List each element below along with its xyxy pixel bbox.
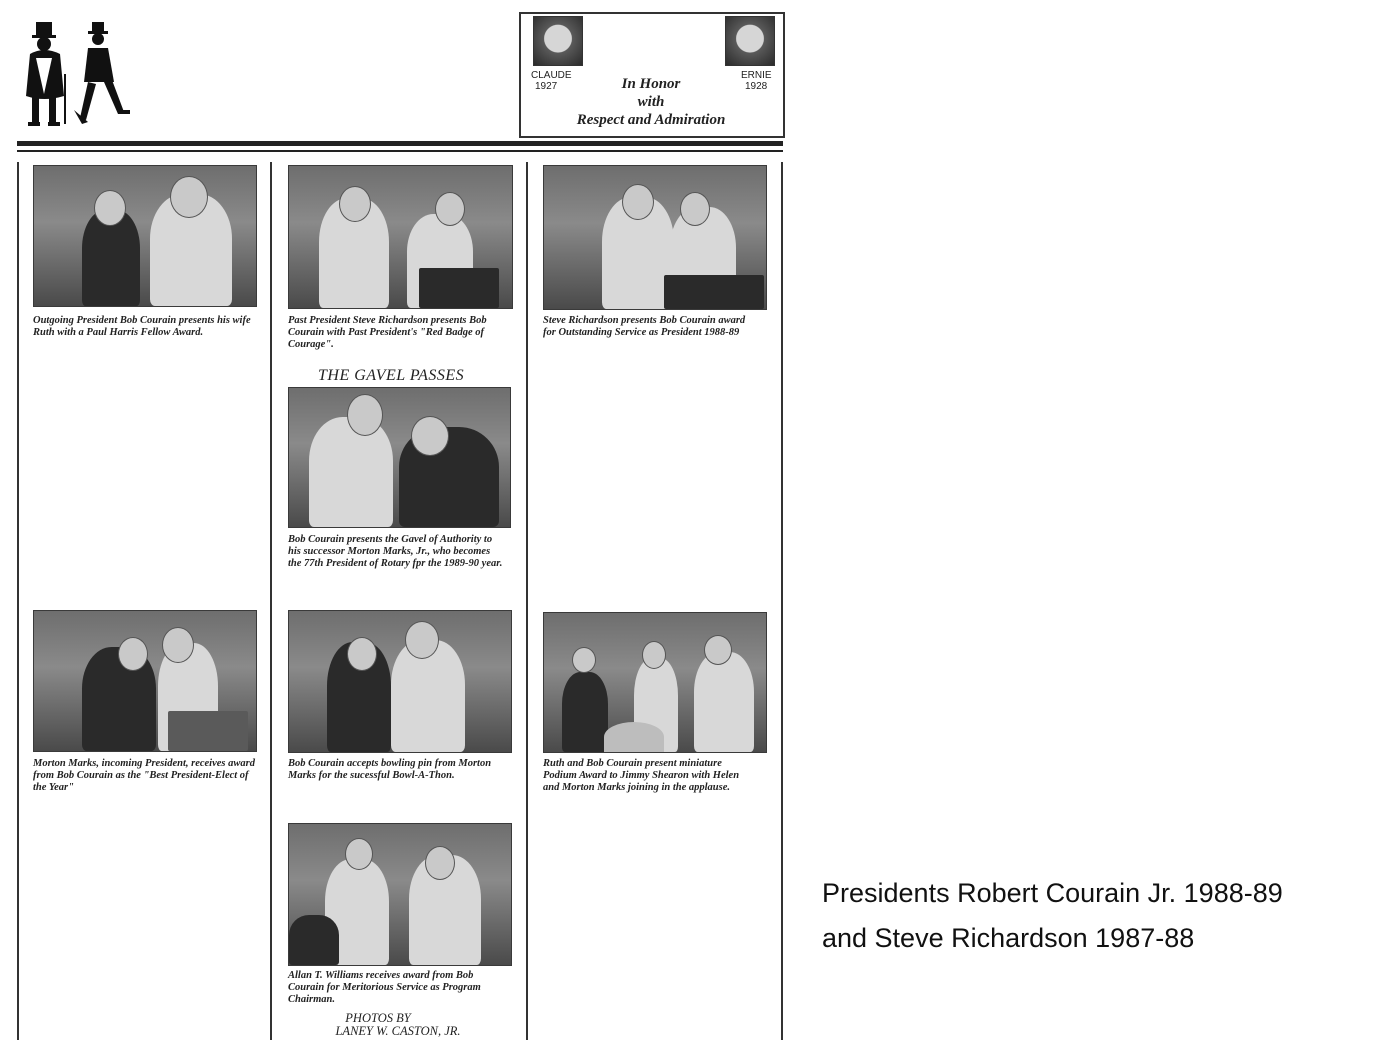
caption-photo-7: Ruth and Bob Courain present miniature Podium Award to Jimmy Shearon with Helen and Morton Marks joining in the applause. (543, 758, 740, 793)
masthead-rule-thick (17, 141, 783, 146)
caption-photo-6: Bob Courain accepts bowling pin from Morton Marks for the sucessful Bowl-A-Thon. (288, 758, 492, 781)
honor-line-3: Respect and Admiration (576, 112, 726, 128)
caption-photo-5: Morton Marks, incoming President, receives award from Bob Courain as the "Best President-Elect of the Year" (33, 758, 255, 793)
masthead-honor-box (519, 12, 785, 138)
column-rule-right (781, 162, 783, 1040)
silhouette-figures-logo (22, 18, 134, 130)
photo-ruth-paul-harris (33, 165, 257, 307)
gavel-passes-heading: THE GAVEL PASSES (318, 367, 465, 384)
photo-gavel-passes (288, 387, 511, 528)
caption-photo-1: Outgoing President Bob Courain presents his wife Ruth with a Paul Harris Fellow Award. (33, 315, 251, 338)
column-rule-left (17, 162, 19, 1040)
photo-best-president-elect (33, 610, 257, 752)
photo-meritorious-service (288, 823, 512, 966)
photo-credit-line-2: LANEY W. CASTON, JR. (335, 1024, 461, 1038)
photo-red-badge (288, 165, 513, 309)
column-rule-2 (526, 162, 528, 1040)
claude-name: CLAUDE (531, 70, 572, 81)
masthead-rule-thin (17, 150, 783, 152)
side-note-line-2: and Steve Richardson 1987-88 (822, 923, 1195, 953)
honor-line-1: In Honor (621, 76, 681, 92)
caption-photo-4: Bob Courain presents the Gavel of Authority to his successor Morton Marks, Jr., who becomes the 77th President of Rotary fpr the 1989-90 year. (288, 534, 503, 569)
photo-podium-award (543, 612, 767, 753)
caption-photo-2: Past President Steve Richardson presents Bob Courain with Past President's "Red Badge of Courage". (288, 315, 487, 350)
photo-bowling-pin (288, 610, 512, 753)
claude-year: 1927 (535, 81, 558, 92)
ernie-name: ERNIE (741, 70, 772, 81)
side-note-line-1: Presidents Robert Courain Jr. 1988-89 (822, 878, 1283, 908)
caption-photo-8: Allan T. Williams receives award from Bob Courain for Meritorious Service as Program Chairman. (288, 970, 481, 1005)
column-rule-1 (270, 162, 272, 1040)
ernie-year: 1928 (745, 81, 768, 92)
caption-photo-3: Steve Richardson presents Bob Courain award for Outstanding Service as President 1988-89 (543, 315, 746, 338)
honor-line-2: with (637, 94, 665, 110)
photo-credit-line-1: PHOTOS BY (345, 1011, 411, 1025)
portrait-claude (533, 16, 583, 66)
portrait-ernie (725, 16, 775, 66)
photo-outstanding-service (543, 165, 767, 310)
